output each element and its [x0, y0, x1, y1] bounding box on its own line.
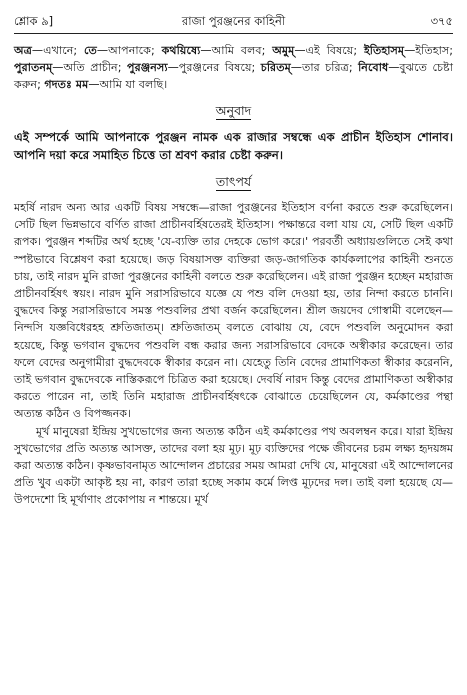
- term-meaning: —আমি যা বলছি।: [88, 78, 168, 91]
- term-meaning: —অতি প্রাচীন;: [52, 61, 127, 74]
- term-meaning: —পুরঞ্জনের বিষয়ে;: [167, 61, 261, 74]
- verse-label: শ্লোক ৯]: [14, 14, 54, 28]
- sanskrit-term: ইতিহাসম্: [363, 44, 405, 57]
- term-meaning: —এই বিষয়ে;: [294, 44, 364, 57]
- purport-heading: [14, 174, 453, 194]
- purport-heading-text: তাৎপর্য: [215, 174, 252, 189]
- sanskrit-term: কথয়িষ্যে: [161, 44, 201, 57]
- sanskrit-term: অত্র: [14, 44, 32, 57]
- purport-paragraph: মূর্খ মানুষেরা ইন্দ্রিয় সুখভোগের জন্য অত্যন্ত কঠিন এই কর্মকাণ্ডের পথ অবলম্বন করে। যারা ইন্দ্রিয় সুখভোগের প্রতি অত্যন্ত আসক্ত, তাদের বলা হয় মূঢ়। মূঢ় ব্যক্তিদের পক্ষে জীবনের চরম লক্ষ্য হৃদয়ঙ্গম করা অত্যন্ত কঠিন। কৃষ্ণভাবনামৃত আন্দোলন প্রচারের সময় আমরা দেখি যে, মানুষেরা এই আন্দোলনের প্রতি খুব একটা আকৃষ্ট হয় না, কারণ তারা হচ্ছে সকাম কর্মে লিপ্ত মূঢ়দের দল। তাই বলা হয়েছে যে—উপদেশো হি মূর্খাণাং প্রকোপায় ন শান্তয়ে। মূর্খ: [14, 424, 453, 507]
- translation-heading-text: অনুবাদ: [215, 103, 252, 118]
- term-meaning: —আমি বলব;: [200, 44, 273, 57]
- term-meaning: —বুঝতে চেষ্টা করুন;: [14, 61, 453, 91]
- sanskrit-term: চরিতম্: [260, 61, 291, 74]
- running-header: [14, 10, 453, 32]
- term-meaning: —আপনাকে;: [96, 44, 162, 57]
- sanskrit-term: অমুম্: [272, 44, 295, 57]
- translation-heading: [14, 103, 453, 123]
- sanskrit-term: পুরঞ্জনস্য: [126, 61, 168, 74]
- translation-text: এই সম্পর্কে আমি আপনাকে পুরঞ্জন নামক এক রাজার সম্বন্ধে এক প্রাচীন ইতিহাস শোনাব। আপনি দয়া করে সমাহিত চিত্তে তা শ্রবণ করার চেষ্টা করুন।: [14, 130, 453, 162]
- sanskrit-term: পুরাতনম্: [14, 61, 53, 74]
- term-meaning: —এখানে;: [31, 44, 84, 57]
- purport-paragraph: মহর্ষি নারদ অন্য আর একটি বিষয় সম্বন্ধে—রাজা পুরঞ্জনের ইতিহাস বর্ণনা করতে শুরু করেছিলেন। সেটি ছিল ভিন্নভাবে বর্ণিত রাজা প্রাচীনবর্হিষতেরই ইতিহাস। পক্ষান্তরে বলা যায় যে, সেটি ছিল একটি রূপক। পুরঞ্জন শব্দটির অর্থ হচ্ছে 'যে-ব্যক্তি তার দেহকে ভোগ করে।' পরবর্তী অধ্যায়গুলিতে সেই কথা স্পষ্টভাবে বিশ্লেষণ করা হয়েছে। জড় বিষয়াসক্ত ব্যক্তিরা জড়-জাগতিক কার্যকলাপের কাহিনী শুনতে চায়, তাই নারদ মুনি রাজা পুরঞ্জনের কাহিনী বলতে শুরু করেছিলেন। এই রাজা পুরঞ্জন হচ্ছেন মহারাজ প্রাচীনবর্হিষৎ স্বয়ং। নারদ মুনি সরাসরিভাবে যজ্ঞে যে পশু বলি দেওয়া হয়, তার নিন্দা করতে চাননি। বুদ্ধদেব কিন্তু সরাসরিভাবে সমস্ত পশুবলির প্রথা বর্জন করেছিলেন। শ্রীল জয়দেব গোস্বামী বলেছেন—নিন্দসি যজ্ঞবিধেরহহ শ্রুতিজাতম্। শ্রুতিজাতম্ বলতে বোঝায় যে, বেদে পশুবলি অনুমোদন করা হয়েছে, কিন্তু ভগবান বুদ্ধদেব পশুবলি বন্ধ করার জন্য সরাসরিভাবে বেদকে অস্বীকার করেছেন। তার ফলে বেদের অনুগামীরা বুদ্ধদেবকে স্বীকার করেন না। যেহেতু তিনি বেদের প্রামাণিকতা স্বীকার করেননি, তাই ভগবান বুদ্ধদেবকে নাস্তিকরূপে চিত্রিত করা হয়েছে। দেবর্ষি নারদ কিন্তু বেদের প্রামাণিকতা অস্বীকার করতে পারেন না, তাই তিনি মহারাজ প্রাচীনবর্হিষৎকে বোঝাতে চেয়েছিলেন যে, কর্মকাণ্ডের পন্থা অত্যন্ত কঠিন ও বিপজ্জনক।: [14, 201, 453, 421]
- term-meaning: —তার চরিত্র;: [290, 61, 359, 74]
- page-number: ৩৭৫: [430, 14, 453, 28]
- sanskrit-term: গদতঃ মম: [44, 78, 89, 91]
- word-for-word-synonyms: [14, 42, 453, 93]
- sanskrit-term: তে: [83, 44, 97, 57]
- term-meaning: —ইতিহাস;: [404, 44, 453, 57]
- purport-body: [14, 199, 453, 509]
- chapter-title: রাজা পুরঞ্জনের কাহিনী: [181, 14, 286, 28]
- sanskrit-term: নিবোধ: [358, 61, 389, 74]
- header-rule: [14, 33, 453, 34]
